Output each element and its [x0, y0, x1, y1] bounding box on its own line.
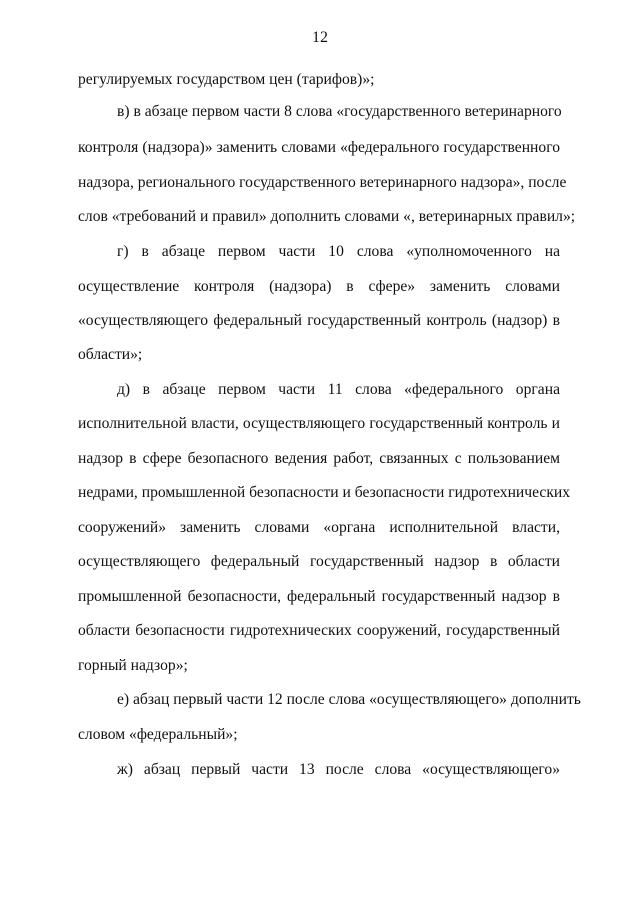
text-line: г) в абзаце первом части 10 слова «уполномоченного на — [117, 243, 560, 260]
text-line: регулируемых государством цен (тарифов)»; — [78, 71, 375, 88]
text-line: «осуществляющего федеральный государственный контроль (надзор) в — [78, 312, 560, 329]
text-line: осуществление контроля (надзора) в сфере» заменить словами — [78, 278, 560, 295]
text-line: слов «требований и правил» дополнить словами «, ветеринарных правил»; — [78, 208, 576, 225]
text-line: ж) абзац первый части 13 после слова «осуществляющего» — [117, 761, 560, 778]
text-line: осуществляющего федеральный государственный надзор в области — [78, 553, 560, 570]
text-line: горный надзор»; — [78, 657, 188, 674]
text-line: в) в абзаце первом части 8 слова «государственного ветеринарного — [117, 103, 562, 120]
text-line: промышленной безопасности, федеральный государственный надзор в — [78, 588, 560, 605]
text-line: сооружений» заменить словами «органа исполнительной власти, — [78, 519, 560, 536]
text-line: надзор в сфере безопасного ведения работ, связанных с пользованием — [78, 450, 560, 467]
text-line: контроля (надзора)» заменить словами «федерального государственного — [78, 139, 560, 156]
text-line: области»; — [78, 346, 143, 363]
page-number: 12 — [312, 29, 328, 46]
text-line: е) абзац первый части 12 после слова «осуществляющего» дополнить — [117, 691, 581, 708]
text-line: недрами, промышленной безопасности и безопасности гидротехнических — [78, 484, 571, 501]
text-line: словом «федеральный»; — [78, 726, 238, 743]
text-line: д) в абзаце первом части 11 слова «федерального органа — [117, 381, 560, 398]
text-line: области безопасности гидротехнических сооружений, государственный — [78, 622, 560, 639]
text-line: надзора, регионального государственного ветеринарного надзора», после — [78, 174, 567, 191]
text-line: исполнительной власти, осуществляющего государственный контроль и — [78, 415, 560, 432]
